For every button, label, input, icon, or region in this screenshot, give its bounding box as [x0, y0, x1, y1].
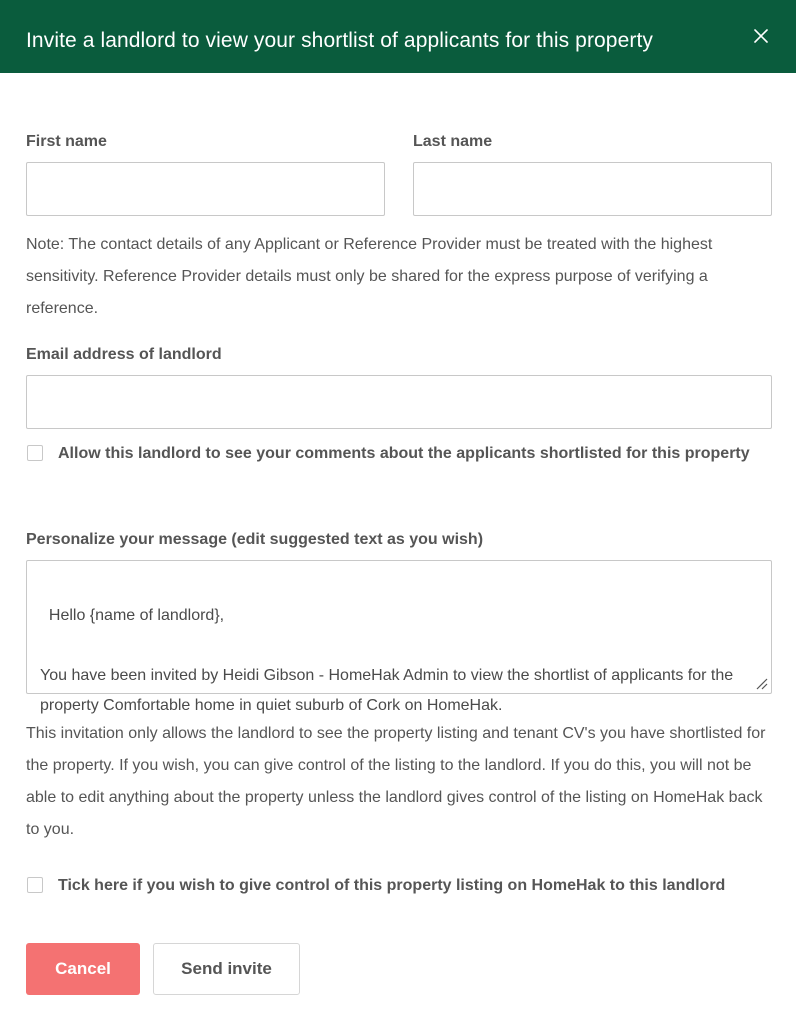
resize-grip-icon[interactable]: [756, 678, 768, 690]
email-input[interactable]: [26, 375, 772, 429]
give-control-label[interactable]: Tick here if you wish to give control of this property listing on HomeHak to this landlord: [58, 877, 726, 894]
last-name-label: Last name: [413, 133, 493, 150]
close-icon[interactable]: [752, 27, 770, 45]
first-name-label: First name: [26, 133, 107, 150]
message-label: Personalize your message (edit suggested text as you wish): [26, 531, 484, 548]
modal-title: Invite a landlord to view your shortlist of applicants for this property: [26, 29, 653, 52]
last-name-input[interactable]: [413, 162, 772, 216]
allow-comments-label[interactable]: Allow this landlord to see your comments about the applicants shortlisted for this property: [58, 445, 750, 462]
message-textarea[interactable]: [26, 560, 772, 714]
cancel-button[interactable]: Cancel: [26, 943, 140, 995]
message-text[interactable]: Hello {name of landlord}, You have been invited by Heidi Gibson - HomeHak Admin to view the shortlist of applicants for the property Comfortable home in quiet suburb of Cork on HomeHak.: [40, 607, 734, 714]
give-control-checkbox[interactable]: [27, 877, 43, 893]
invitation-info: This invitation only allows the landlord to see the property listing and tenant CV's you have shortlisted for the property. If you wish, you can give control of the listing to the landlord. If you do this, you will not be able to edit anything about the property unless the landlord gives control of the listing on HomeHak back to you.: [26, 725, 766, 838]
modal-header: [0, 0, 796, 73]
email-label: Email address of landlord: [26, 346, 222, 363]
send-invite-button[interactable]: Send invite: [153, 943, 300, 995]
first-name-input[interactable]: [26, 162, 385, 216]
privacy-note: Note: The contact details of any Applicant or Reference Provider must be treated with the highest sensitivity. Reference Provider details must only be shared for the express purpose of verifying a reference.: [26, 236, 713, 317]
allow-comments-checkbox[interactable]: [27, 445, 43, 461]
close-button[interactable]: [752, 27, 770, 45]
